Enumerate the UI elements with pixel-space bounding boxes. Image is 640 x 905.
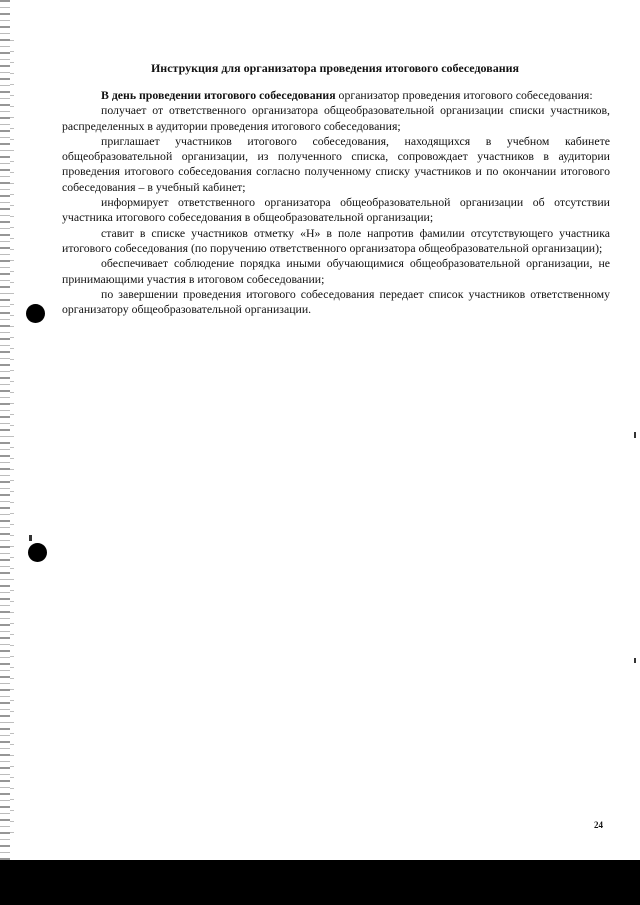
- instruction-item-4: ставит в списке участников отметку «Н» в поле напротив фамилии отсутствующего участника итогового собеседования (по поручению ответственного организатора общеобразовательной организации);: [62, 225, 610, 255]
- document-body: [62, 88, 610, 317]
- scan-speck: [634, 658, 636, 663]
- document-title: Инструкция для организатора проведения итогового собеседования: [150, 61, 520, 75]
- instruction-item-2: приглашает участников итогового собеседования, находящихся в учебном кабинете общеобразовательной организации, из полученного списка, сопровождает участников в аудитории проведения итогового собеседования согласно полученному списку участников и по окончании итогового собеседования – в учебный кабинет;: [62, 133, 610, 194]
- scan-edge-artifact-inner: [10, 40, 14, 840]
- instruction-item-1: получает от ответственного организатора общеобразовательной организации списки участников, распределенных в аудитории проведения итогового собеседования;: [62, 103, 610, 133]
- intro-paragraph: [62, 88, 610, 103]
- intro-rest: организатор проведения итогового собеседования:: [335, 88, 593, 102]
- instruction-item-3: информирует ответственного организатора общеобразовательной организации об отсутствии участника итогового собеседования в общеобразовательной организации;: [62, 195, 610, 225]
- scan-speck: [634, 432, 636, 438]
- punch-hole-bottom: [28, 543, 47, 562]
- instruction-item-6: по завершении проведения итогового собеседования передает список участников ответственному организатору общеобразовательной организации.: [62, 286, 610, 317]
- scan-speck: [29, 535, 32, 541]
- scan-edge-artifact: [0, 0, 10, 860]
- punch-hole-top: [26, 304, 45, 323]
- scan-bottom-band: [0, 860, 640, 905]
- instruction-item-5: обеспечивает соблюдение порядка иными обучающимися общеобразовательной организации, не принимающими участия в итоговом собеседовании;: [62, 256, 610, 286]
- intro-lead: В день проведении итогового собеседования: [101, 88, 336, 102]
- page-number: 24: [594, 820, 603, 830]
